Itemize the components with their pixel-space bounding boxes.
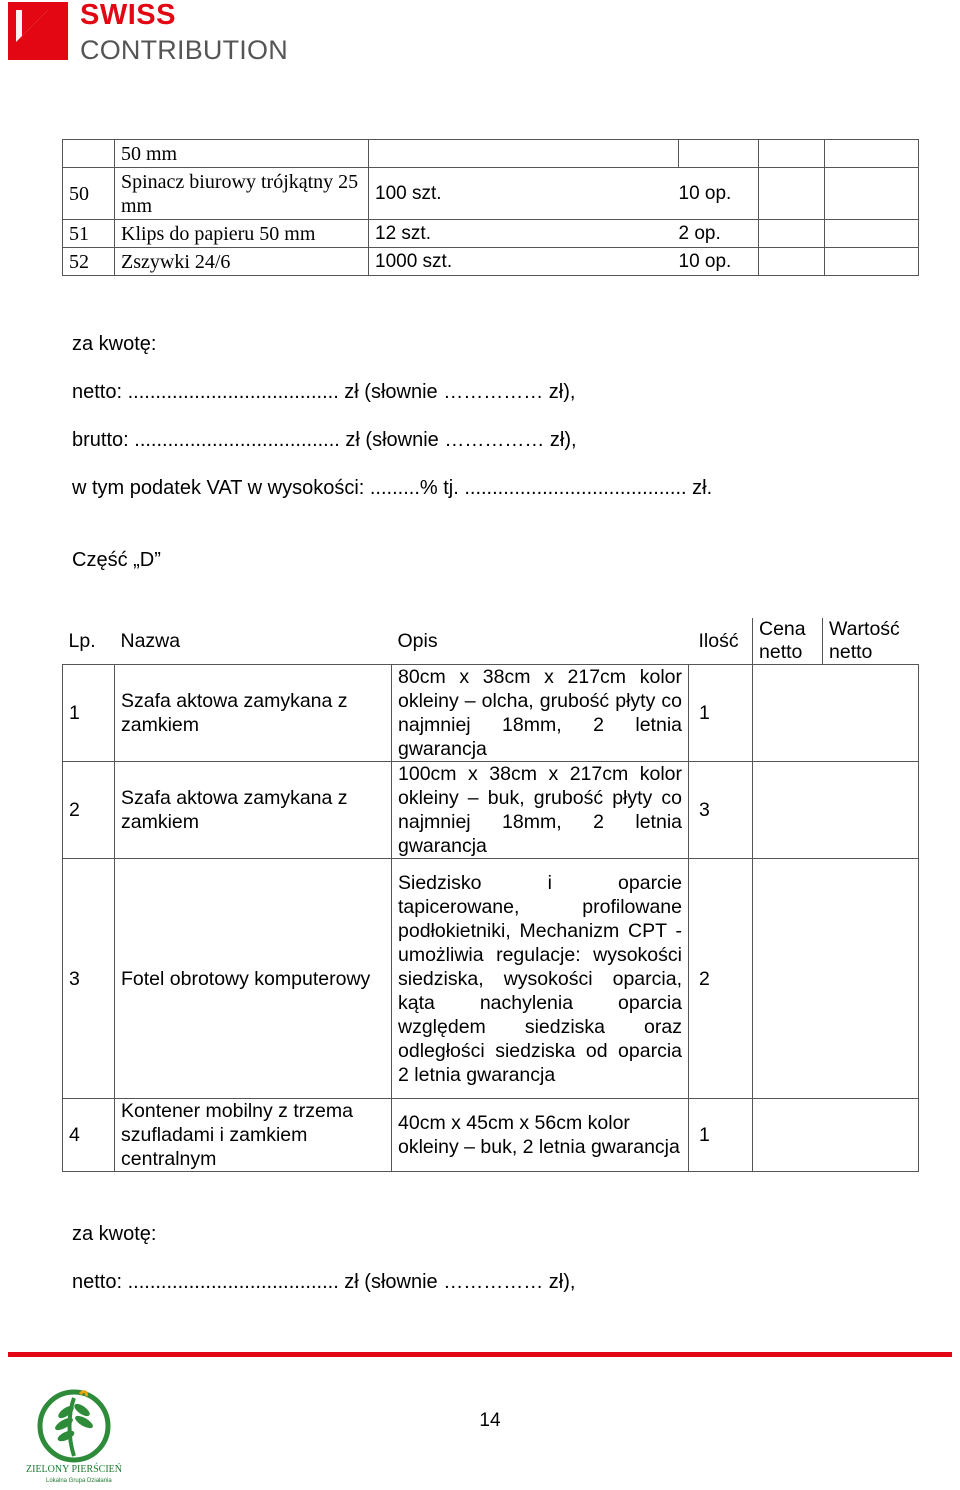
cell-empty	[759, 140, 825, 168]
header-lp: Lp.	[63, 618, 115, 665]
qty-text: 1000 szt.	[375, 250, 453, 272]
logo-text-contribution: CONTRIBUTION	[80, 35, 288, 65]
cell-ilosc: 1	[689, 1099, 753, 1172]
cell-empty	[825, 220, 919, 248]
cell-empty	[825, 140, 919, 168]
swiss-contribution-logo-mark	[8, 2, 68, 60]
cell-name: Zszywki 24/6	[115, 248, 369, 276]
items-table-part-d	[62, 618, 919, 1172]
cell-cena	[753, 665, 823, 762]
section-title: Część „D”	[72, 549, 161, 571]
cell-lp: 4	[63, 1099, 115, 1172]
cell-name: 50 mm	[115, 140, 369, 168]
cell-lp: 51	[63, 220, 115, 248]
header-cena: Cena netto	[753, 618, 823, 665]
brutto-line: brutto: ..................................... zł (słownie …………… zł),	[72, 429, 577, 451]
table-row	[63, 1099, 919, 1172]
partner-logo-text: ZIELONY PIERŚCIEŃ	[26, 1464, 123, 1475]
cell-opis: 40cm x 45cm x 56cm kolor okleiny – buk, 2 letnia gwarancja	[392, 1099, 689, 1172]
cell-nazwa: Kontener mobilny z trzema szufladami i zamkiem centralnym	[115, 1099, 392, 1172]
table-header-row	[63, 618, 919, 665]
cell-ilosc: 3	[689, 762, 753, 859]
cell-lp: 1	[63, 665, 115, 762]
cell-wartosc	[823, 859, 919, 1099]
logo-triangle-icon	[8, 2, 68, 60]
pack-text: 10 op.	[678, 182, 732, 204]
cell-empty	[759, 220, 825, 248]
header-opis: Opis	[392, 618, 689, 665]
cell-pack	[679, 168, 759, 220]
cell-cena	[753, 1099, 823, 1172]
table-row	[63, 220, 919, 248]
logo-text-swiss: SWISS	[80, 0, 176, 31]
cell-cena	[753, 859, 823, 1099]
cell-qty	[369, 220, 679, 248]
table-row	[63, 248, 919, 276]
cell-qty	[369, 140, 679, 168]
table-row	[63, 140, 919, 168]
header-wartosc: Wartość netto	[823, 618, 919, 665]
cell-wartosc	[823, 762, 919, 859]
cell-empty	[679, 140, 759, 168]
cell-opis: 100cm x 38cm x 217cm kolor okleiny – buk, grubość płyty co najmniej 18mm, 2 letnia gwarancja	[392, 762, 689, 859]
cell-name: Klips do papieru 50 mm	[115, 220, 369, 248]
page-number: 14	[479, 1410, 501, 1431]
table-row	[63, 665, 919, 762]
cell-pack	[679, 220, 759, 248]
cell-name: Spinacz biurowy trójkątny 25 mm	[115, 168, 369, 220]
cell-empty	[759, 248, 825, 276]
netto-line: netto: ...................................... zł (słownie …………… zł),	[72, 1271, 576, 1293]
cell-lp: 50	[63, 168, 115, 220]
netto-line: netto: ...................................... zł (słownie …………… zł),	[72, 381, 576, 403]
qty-text: 12 szt.	[375, 222, 431, 244]
cell-qty	[369, 248, 679, 276]
table-row	[63, 762, 919, 859]
cell-opis: 80cm x 38cm x 217cm kolor okleiny – olcha, grubość płyty co najmniej 18mm, 2 letnia gwarancja	[392, 665, 689, 762]
footer-divider	[8, 1352, 952, 1357]
header-nazwa: Nazwa	[115, 618, 392, 665]
cell-lp	[63, 140, 115, 168]
qty-text: 100 szt.	[375, 182, 442, 204]
cell-lp: 52	[63, 248, 115, 276]
cell-empty	[825, 168, 919, 220]
header-ilosc: Ilość	[689, 618, 753, 665]
za-kwote-label: za kwotę:	[72, 1223, 157, 1245]
cell-ilosc: 1	[689, 665, 753, 762]
cell-empty	[759, 168, 825, 220]
cell-nazwa: Szafa aktowa zamykana z zamkiem	[115, 665, 392, 762]
table-row	[63, 168, 919, 220]
pack-text: 2 op.	[678, 222, 721, 244]
cell-opis: Siedzisko i oparcie tapicerowane, profilowane podłokietniki, Mechanizm CPT - umożliwia regulacje: wysokości siedziska, wysokości oparcia, kąta nachylenia oparcia względem siedziska oraz odległości siedziska od oparcia 2 letnia gwarancja	[392, 859, 689, 1099]
cell-pack	[679, 248, 759, 276]
partner-logo-subtext: Lokalna Grupa Działania	[46, 1478, 112, 1484]
cell-wartosc	[823, 665, 919, 762]
items-table-continued	[62, 139, 919, 276]
cell-wartosc	[823, 1099, 919, 1172]
pack-text: 10 op.	[678, 250, 732, 272]
cell-lp: 3	[63, 859, 115, 1099]
cell-cena	[753, 762, 823, 859]
cell-qty	[369, 168, 679, 220]
cell-ilosc: 2	[689, 859, 753, 1099]
za-kwote-label: za kwotę:	[72, 333, 157, 355]
cell-lp: 2	[63, 762, 115, 859]
vat-line: w tym podatek VAT w wysokości: .........% tj. ........................................ zł.	[72, 477, 713, 499]
cell-nazwa: Szafa aktowa zamykana z zamkiem	[115, 762, 392, 859]
table-row	[63, 859, 919, 1099]
cell-empty	[825, 248, 919, 276]
cell-nazwa: Fotel obrotowy komputerowy	[115, 859, 392, 1099]
